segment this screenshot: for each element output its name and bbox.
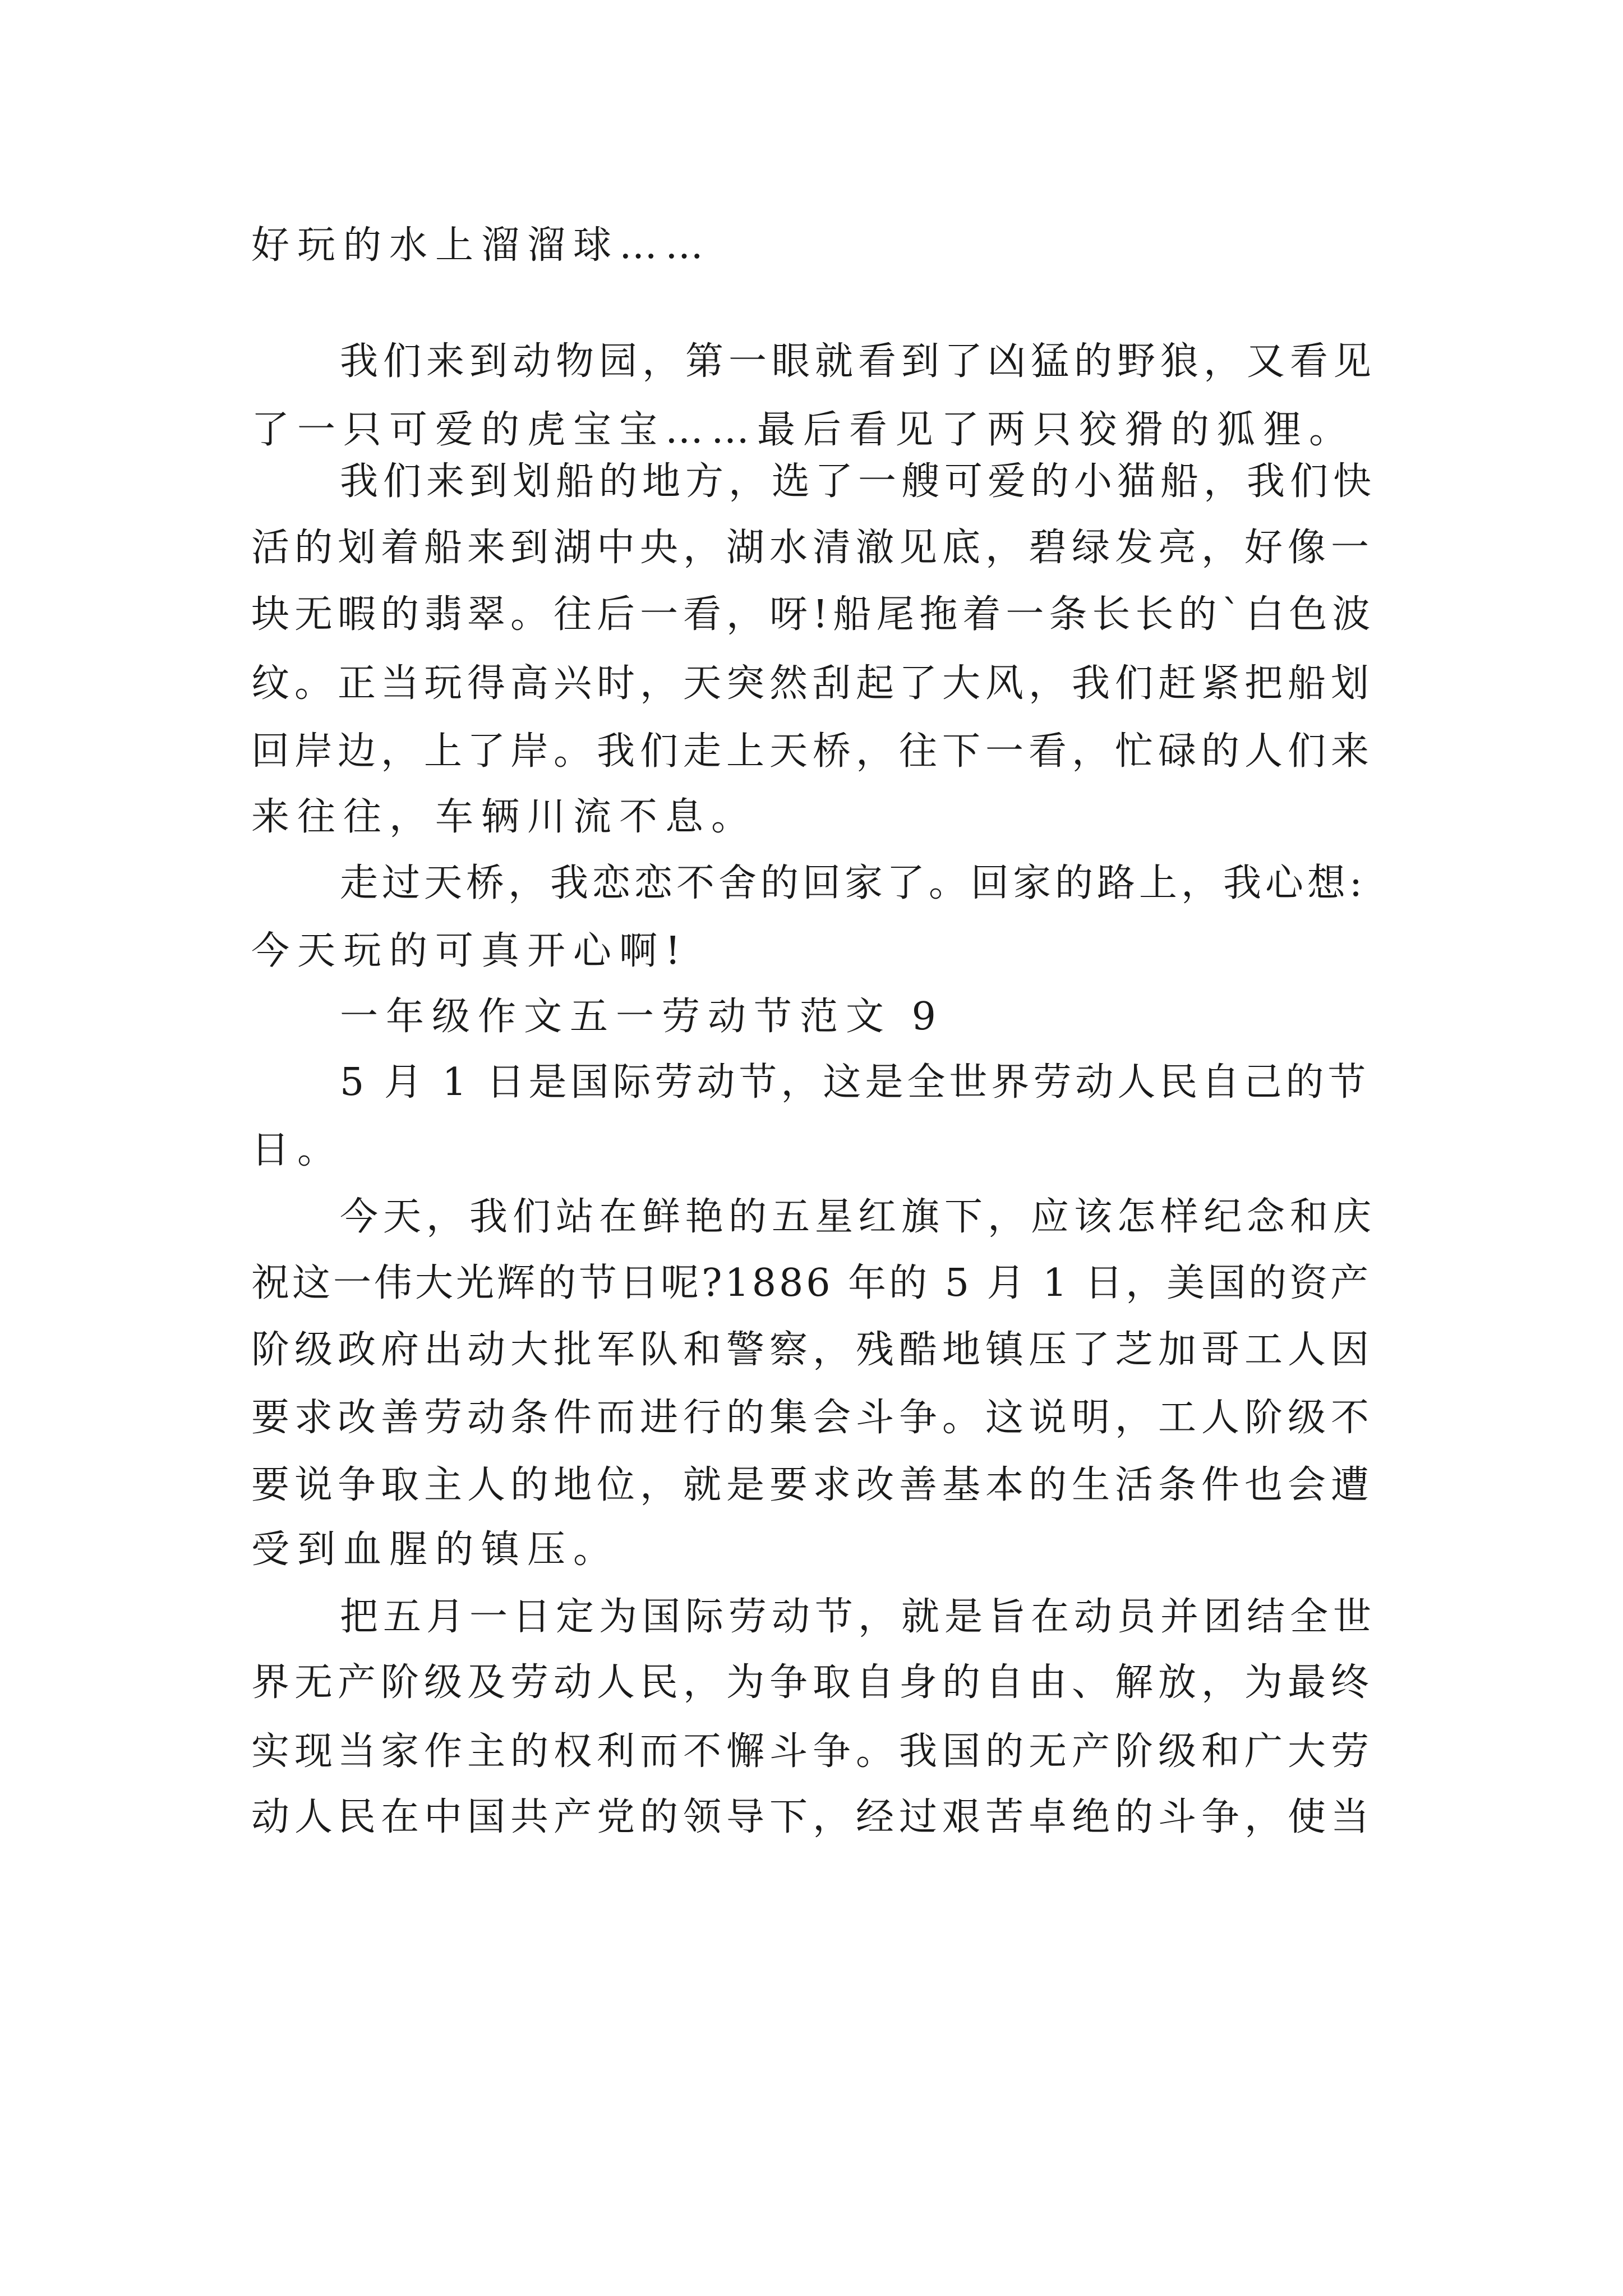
text-line: 实现当家作主的权利而不懈斗争。我国的无产阶级和广大劳 — [251, 1729, 1375, 1774]
text-line: 好玩的水上溜溜球…… — [251, 223, 712, 268]
text-line: 回岸边，上了岸。我们走上天桥，往下一看，忙碌的人们来 — [251, 729, 1375, 774]
text-line: 今天，我们站在鲜艳的五星红旗下，应该怎样纪念和庆 — [340, 1195, 1377, 1239]
text-line: 块无暇的翡翠。往后一看，呀!船尾拖着一条长长的`白色波 — [251, 592, 1376, 637]
text-line: 把五月一日定为国际劳动节，就是旨在动员并团结全世 — [340, 1595, 1377, 1639]
text-line: 要求改善劳动条件而进行的集会斗争。这说明，工人阶级不 — [251, 1396, 1375, 1440]
text-line: 纹。正当玩得高兴时，天突然刮起了大风，我们赶紧把船划 — [251, 661, 1375, 706]
text-line: 阶级政府出动大批军队和警察，残酷地镇压了芝加哥工人因 — [251, 1328, 1375, 1372]
section-heading: 一年级作文五一劳动节范文 9 — [340, 995, 944, 1039]
text-line: 来往往，车辆川流不息。 — [251, 795, 758, 839]
text-line: 我们来到划船的地方，选了一艘可爱的小猫船，我们快 — [340, 459, 1377, 504]
text-line: 动人民在中国共产党的领导下，经过艰苦卓绝的斗争，使当 — [251, 1795, 1375, 1839]
text-line: 今天玩的可真开心啊! — [251, 929, 689, 973]
text-line: 日。 — [251, 1128, 344, 1172]
text-line: 要说争取主人的地位，就是要求改善基本的生活条件也会遭 — [251, 1463, 1375, 1507]
text-line: 我们来到动物园，第一眼就看到了凶猛的野狼，又看见 — [340, 339, 1377, 384]
text-line: 5 月 1 日是国际劳动节，这是全世界劳动人民自己的节 — [340, 1060, 1370, 1105]
text-line: 受到血腥的镇压。 — [251, 1527, 620, 1572]
text-line: 祝这一伟大光辉的节日呢?1886 年的 5 月 1 日，美国的资产 — [251, 1261, 1372, 1305]
text-line: 活的划着船来到湖中央，湖水清澈见底，碧绿发亮，好像一 — [251, 526, 1375, 570]
text-line: 走过天桥，我恋恋不舍的回家了。回家的路上，我心想: — [340, 861, 1366, 905]
text-line: 了一只可爱的虎宝宝……最后看见了两只狡猾的狐狸。 — [251, 408, 1355, 452]
text-line: 界无产阶级及劳动人民，为争取自身的自由、解放，为最终 — [251, 1660, 1375, 1705]
